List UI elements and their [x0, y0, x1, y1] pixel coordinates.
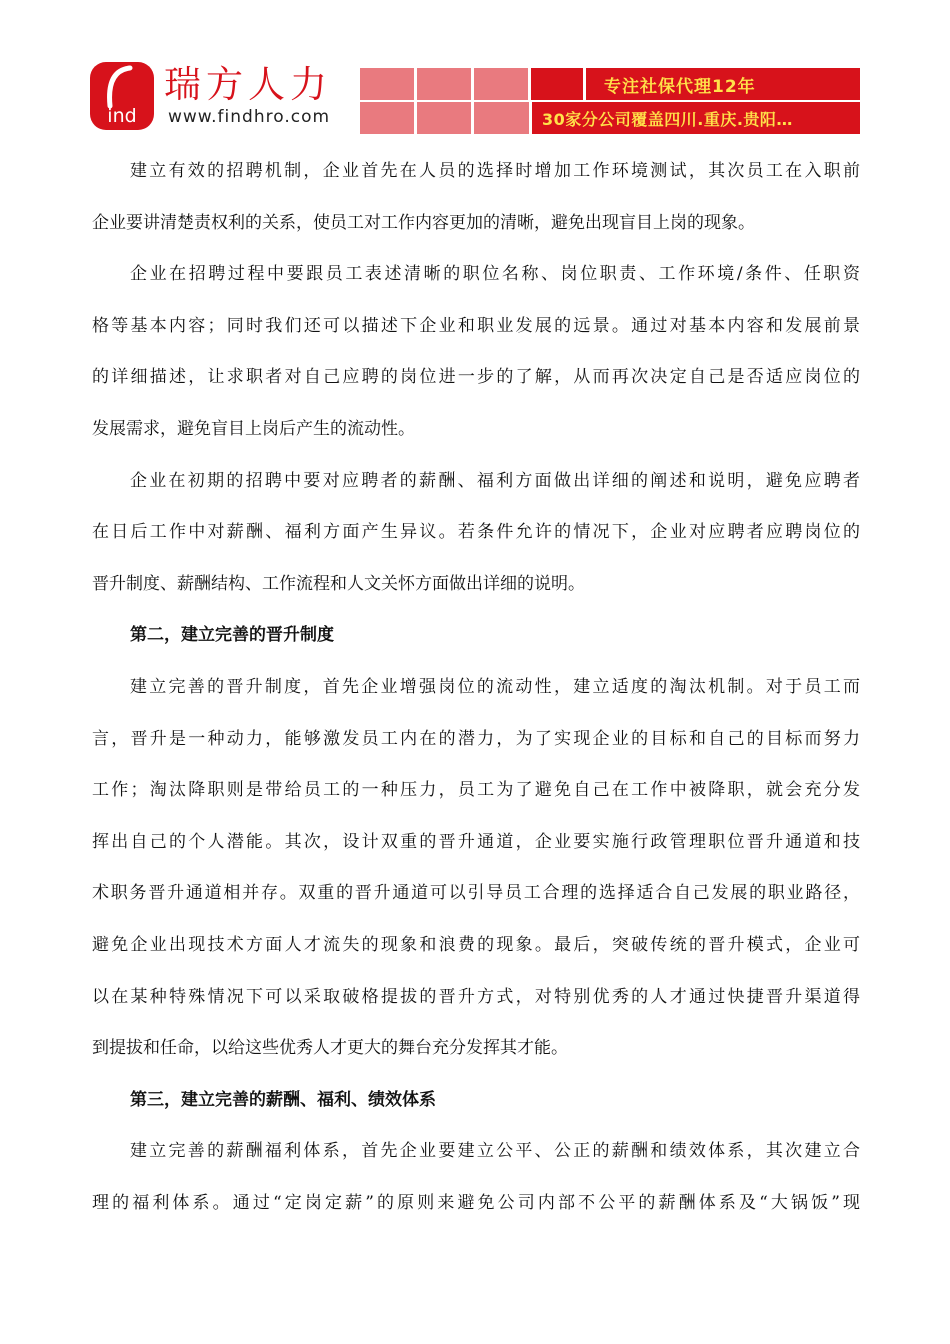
paragraph-line: 建立完善的薪酬福利体系，首先企业要建立公平、公正的薪酬和绩效体系，其次建立合	[130, 1141, 860, 1162]
banner-cell	[531, 68, 583, 100]
paragraph-line: 工作；淘汰降职则是带给员工的一种压力，员工为了避免自己在工作中被降职，就会充分发	[92, 780, 860, 801]
paragraph-line: 企业要讲清楚责权利的关系，使员工对工作内容更加的清晰，避免出现盲目上岗的现象。	[92, 212, 755, 233]
paragraph-line: 在日后工作中对薪酬、福利方面产生异议。若条件允许的情况下，企业对应聘者应聘岗位的	[92, 522, 860, 543]
section-heading: 第三，建立完善的薪酬、福利、绩效体系	[130, 1089, 436, 1110]
paragraph-line: 以在某种特殊情况下可以采取破格提拔的晋升方式，对特别优秀的人才通过快捷晋升渠道得	[92, 986, 860, 1007]
paragraph-line: 挥出自己的个人潜能。其次，设计双重的晋升通道，企业要实施行政管理职位晋升通道和技	[92, 831, 860, 852]
page-header	[0, 0, 950, 140]
banner-cell	[474, 68, 528, 100]
paragraph-line: 的详细描述，让求职者对自己应聘的岗位进一步的了解，从而再次决定自己是否适应岗位的	[92, 367, 860, 388]
paragraph-line: 避免企业出现技术方面人才流失的现象和浪费的现象。最后，突破传统的晋升模式，企业可	[92, 934, 860, 955]
slogan-years: 专注社保代理12年	[586, 68, 860, 100]
banner-cell	[417, 102, 471, 134]
paragraph-line: 晋升制度、薪酬结构、工作流程和人文关怀方面做出详细的说明。	[92, 573, 585, 594]
paragraph-line: 术职务晋升通道相并存。双重的晋升通道可以引导员工合理的选择适合自己发展的职业路径，	[92, 883, 860, 904]
slogan-branches: 30家分公司覆盖四川.重庆.贵阳…	[532, 102, 860, 134]
section-heading: 第二，建立完善的晋升制度	[130, 625, 334, 646]
find-logo-icon	[90, 62, 154, 130]
brand-url: www.findhro.com	[168, 107, 331, 127]
paragraph-line: 言，晋升是一种动力，能够激发员工内在的潜力，为了实现企业的目标和自己的目标而努力	[92, 728, 860, 749]
banner-cell	[417, 68, 471, 100]
banner-cell	[360, 68, 414, 100]
paragraph-line: 到提拔和任命，以给这些优秀人才更大的舞台充分发挥其才能。	[92, 1038, 568, 1059]
paragraph-line: 企业在初期的招聘中要对应聘者的薪酬、福利方面做出详细的阐述和说明，避免应聘者	[130, 470, 860, 491]
document-body	[92, 146, 860, 1229]
header-banner	[360, 68, 860, 134]
logo-letters: ind	[107, 105, 137, 127]
paragraph-line: 企业在招聘过程中要跟员工表述清晰的职位名称、岗位职责、工作环境/条件、任职资	[130, 264, 860, 285]
paragraph-line: 理的福利体系。通过“定岗定薪”的原则来避免公司内部不公平的薪酬体系及“大锅饭”现	[92, 1192, 860, 1213]
paragraph-line: 建立有效的招聘机制，企业首先在人员的选择时增加工作环境测试，其次员工在入职前	[130, 161, 860, 181]
paragraph-line: 格等基本内容；同时我们还可以描述下企业和职业发展的远景。通过对基本内容和发展前景	[92, 315, 860, 336]
banner-cell	[474, 102, 529, 134]
brand-name: 瑞方人力	[164, 63, 332, 106]
paragraph-line: 建立完善的晋升制度，首先企业增强岗位的流动性，建立适度的淘汰机制。对于员工而	[130, 676, 860, 697]
banner-cell	[360, 102, 414, 134]
paragraph-line: 发展需求，避免盲目上岗后产生的流动性。	[92, 418, 415, 439]
